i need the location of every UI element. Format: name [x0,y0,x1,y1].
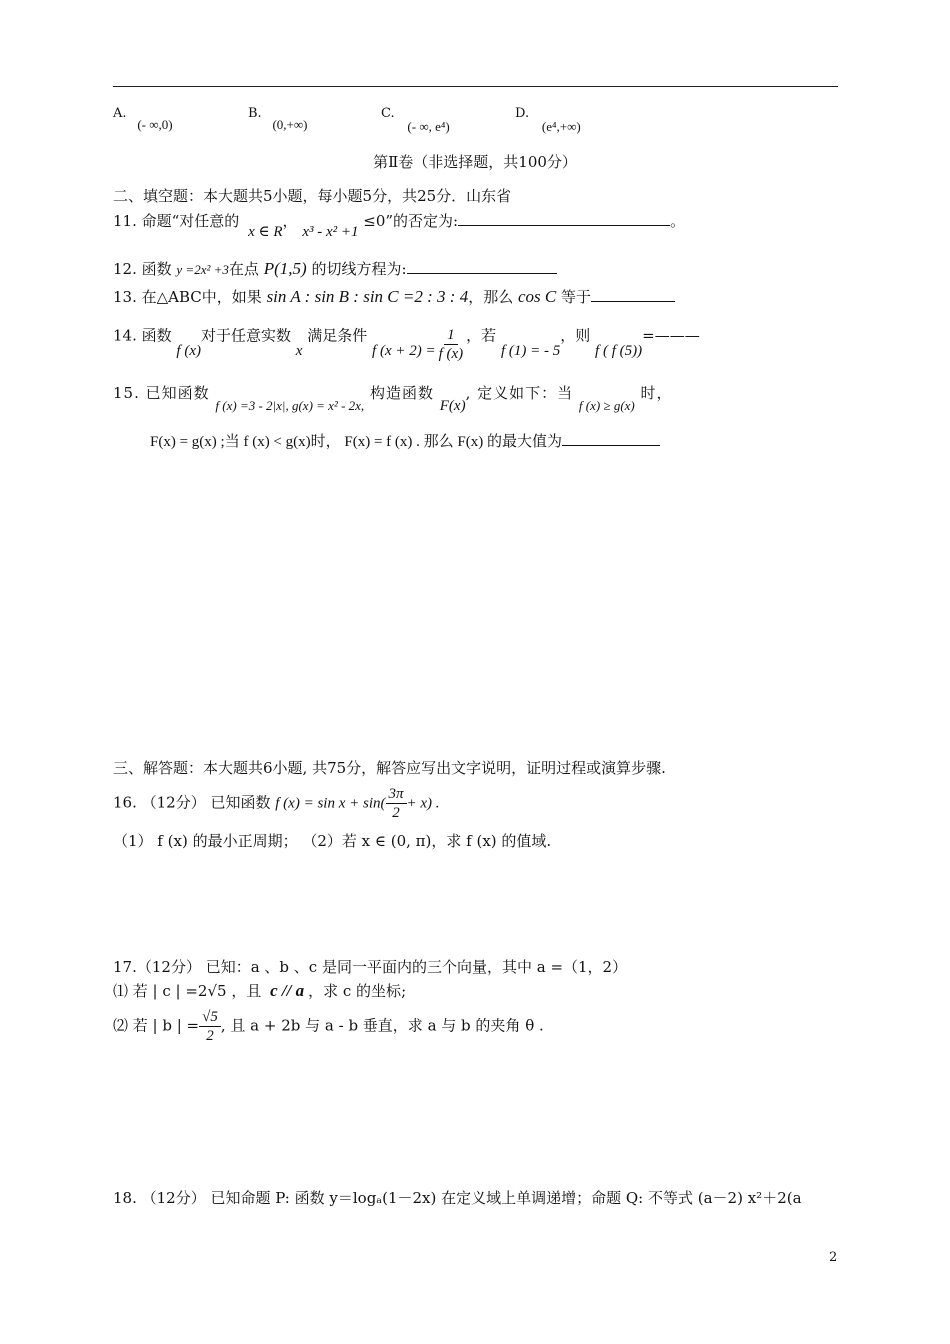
q15-math1: f (x) =3 - 2|x|, g(x) = x² - 2x, [215,398,365,413]
q16-math2: + x) . [406,795,440,812]
q17-line2-prefix: ⑴ 若 | c | =2√5 ，且 [113,982,262,1000]
solve-heading: 三、解答题：本大题共6小题, 共75分，解答应写出文字说明，证明过程或演算步骤. [113,759,666,777]
q14-mid4: ，则 [560,326,591,345]
q15-tail: 时， [640,384,673,402]
question-12 [113,258,557,279]
question-18: 18. （12分） 已知命题 P: 函数 y＝logₐ(1－2x) 在定义域上单调递增；命题 Q: 不等式 (a－2) x²＋2(a [113,1189,802,1207]
q15-prefix: 15. 已知函数 [113,384,210,402]
option-c [381,103,450,134]
answer-blank[interactable] [407,273,557,274]
q15-math2: F(x) [439,398,466,414]
q14-math5: f ( f (5)) [595,342,643,359]
fraction-denominator: f (x) [438,346,464,362]
question-17-line2 [113,980,406,1001]
question-16-parts: （1） f (x) 的最小正周期； （2）若 x ∈ (0, π)，求 f (x) 的值域. [113,832,552,850]
q17-line2-tail: ，求 c 的坐标; [308,982,407,1000]
option-b [248,103,308,132]
q12-tail: 的切线方程为: [311,260,407,278]
fraction-denominator: 2 [392,805,400,821]
q14-fraction [436,326,467,363]
fill-heading: 二、填空题：本大题共5小题，每小题5分，共25分．山东省 [113,187,512,205]
q15-line2-text: F(x) = g(x) ;当 f (x) < g(x)时， F(x) = f (x) . 那么 F(x) 的最大值为 [150,434,562,450]
fraction-numerator: 3π [386,785,407,804]
q14-math1: f (x) [176,342,201,359]
question-14 [113,318,700,362]
option-value: (- ∞,0) [137,117,173,132]
page-number: 2 [829,1250,838,1265]
q11-tail: ≤0”的否定为: [363,212,459,230]
q17-line2-math: c // a [270,981,305,1000]
question-17-line1: 17.（12分） 已知：a 、b 、c 是同一平面内的三个向量，其中 a =（1，2） [113,958,628,976]
q14-math4: f (1) = - 5 [500,342,561,359]
q13-math1: sin A : sin B : sin C =2 : 3 : 4 [266,287,469,306]
question-11 [113,210,686,240]
q12-math1: y =2x² +3 [176,262,229,277]
q11-prefix: 11. 命题“对任意的 [113,212,240,230]
q14-math3: f (x + 2) = [372,342,436,359]
q13-prefix: 13. 在△ABC中，如果 [113,288,262,306]
q15-math3: f (x) ≥ g(x) [578,398,635,413]
option-letter: A. [113,106,127,121]
q14-mid1: 对于任意实数 [200,326,291,345]
q11-math1: x ∈ R [248,224,283,240]
q17-line3-tail: , 且 a + 2b 与 a - b 垂直，求 a 与 b 的夹角 θ . [220,1016,544,1035]
option-a [113,103,173,132]
q13-mid: ，那么 [468,288,514,306]
option-value: (0,+∞) [272,117,308,132]
q14-prefix: 14. 函数 [113,326,172,345]
q12-mid: 在点 [228,260,259,278]
option-value: (e⁴,+∞) [541,119,581,134]
q14-mid3: ，若 [466,326,497,345]
q17-line3-prefix: ⑵ 若 | b | = [113,1016,200,1035]
question-16 [113,785,440,822]
question-15-line2 [150,430,660,451]
option-d [515,103,581,134]
answer-blank[interactable] [458,225,670,226]
option-value: (- ∞, e⁴) [407,119,450,134]
q11-end: 。 [670,212,686,230]
q17-fraction [199,1008,221,1045]
question-15-line1 [113,382,673,414]
option-letter: C. [381,106,395,121]
option-letter: B. [248,106,262,121]
q14-mid2: 满足条件 [307,326,368,345]
q16-math1: f (x) = sin x + sin( [275,795,386,812]
q11-comma: ， [282,212,298,230]
q13-math2: cos C [518,287,557,306]
fraction-numerator: 1 [444,326,458,345]
answer-blank[interactable] [562,445,660,446]
q15-mid2: , 定义如下：当 [465,384,574,402]
fraction-numerator: √5 [199,1008,221,1027]
top-rule [113,86,838,87]
fraction-denominator: 2 [206,1028,214,1044]
q16-fraction [386,785,407,822]
question-13 [113,286,675,307]
q12-math2: P(1,5) [263,259,307,278]
answer-blank[interactable] [591,301,675,302]
q11-math2: x³ - x² +1 [302,224,359,240]
q16-prefix: 16. （12分） 已知函数 [113,793,271,812]
q14-math2: x [295,342,303,359]
q15-mid: 构造函数 [369,384,434,402]
option-letter: D. [515,106,530,121]
q12-prefix: 12. 函数 [113,260,172,278]
question-17-line3 [113,1008,544,1045]
q14-tail: =——— [642,326,700,345]
q13-tail: 等于 [561,288,592,306]
section-title: 第Ⅱ卷（非选择题，共100分） [373,153,577,171]
